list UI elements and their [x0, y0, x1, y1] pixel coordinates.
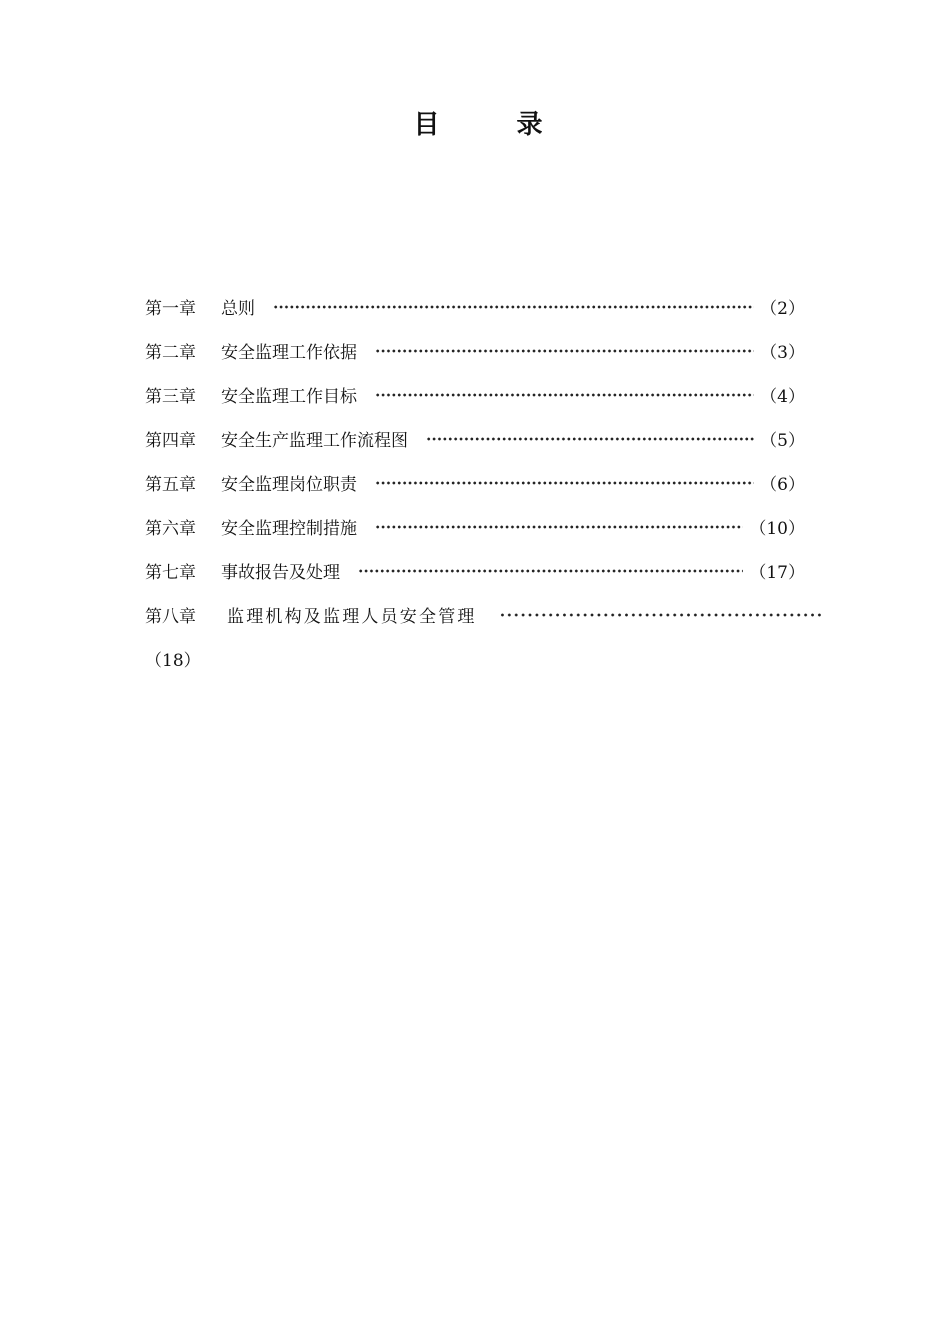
dot-leader	[375, 481, 754, 485]
page-number: （4）	[760, 386, 805, 407]
chapter-number: 第三章	[145, 386, 196, 407]
chapter-number: 第七章	[145, 562, 196, 583]
page-number: （18）	[145, 651, 201, 671]
toc-entry[interactable]	[145, 460, 805, 504]
chapter-title: 安全监理岗位职责	[221, 474, 357, 495]
dot-leader	[426, 437, 754, 441]
chapter-number: 第八章	[145, 606, 196, 627]
chapter-number: 第六章	[145, 518, 196, 539]
page-number: （3）	[760, 342, 805, 363]
chapter-title: 安全监理工作依据	[221, 342, 357, 363]
chapter-number: 第四章	[145, 430, 196, 451]
chapter-number: 第一章	[145, 298, 196, 319]
chapter-title: 安全监理控制措施	[221, 518, 357, 539]
page-number: （5）	[760, 430, 805, 451]
dot-leader	[375, 349, 754, 353]
chapter-number: 第二章	[145, 342, 196, 363]
toc-entry[interactable]	[145, 504, 805, 548]
page-number: （10）	[749, 518, 805, 539]
dot-leader	[358, 569, 743, 573]
toc-entry[interactable]	[145, 592, 805, 636]
toc-entry[interactable]	[145, 328, 805, 372]
page-number: （6）	[760, 474, 805, 495]
page-title: 目 录	[413, 110, 577, 140]
dot-leader	[273, 305, 754, 309]
chapter-number: 第五章	[145, 474, 196, 495]
page-number: （17）	[749, 562, 805, 583]
page-number: （2）	[760, 298, 805, 319]
dot-leader	[375, 525, 743, 529]
dot-leader	[375, 393, 754, 397]
chapter-title: 事故报告及处理	[221, 562, 340, 583]
table-of-contents	[145, 284, 805, 636]
chapter-title: 安全生产监理工作流程图	[221, 430, 408, 451]
toc-entry[interactable]	[145, 372, 805, 416]
toc-entry[interactable]	[145, 416, 805, 460]
toc-entry[interactable]	[145, 548, 805, 592]
toc-entry[interactable]	[145, 284, 805, 328]
chapter-title: 安全监理工作目标	[221, 386, 357, 407]
chapter-title: 总则	[221, 298, 255, 319]
dot-leader	[499, 613, 821, 617]
chapter-title: 监理机构及监理人员安全管理	[227, 606, 477, 627]
